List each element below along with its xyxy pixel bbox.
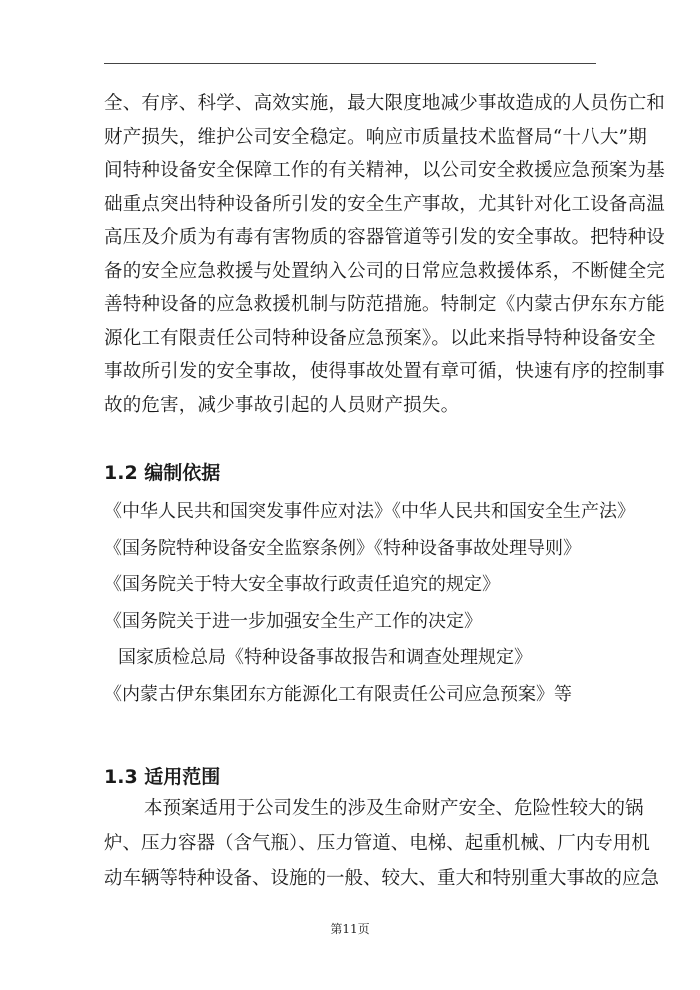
paragraph-line: 动车辆等特种设备、设施的一般、较大、重大和特别重大事故的应急 (104, 868, 660, 889)
paragraph-line: 备的安全应急救援与处置纳入公司的日常应急救援体系，不断健全完 (104, 260, 666, 282)
paragraph-line: 善特种设备的应急救援机制与防范措施。特制定《内蒙古伊东东方能 (104, 294, 666, 315)
paragraph-line: 故的危害，减少事故引起的人员财产损失。 (104, 394, 460, 416)
scope-paragraph (104, 791, 660, 896)
paragraph-line: 炉、压力容器（含气瓶）、压力管道、电梯、起重机械、厂内专用机 (104, 833, 650, 854)
header-rule (104, 63, 596, 64)
paragraph-line: 高压及介质为有毒有害物质的容器管道等引发的安全事故。把特种设 (104, 227, 666, 248)
paragraph-line: 事故所引发的安全事故，使得事故处置有章可循，快速有序的控制事 (104, 361, 666, 382)
reference-item: 《内蒙古伊东集团东方能源化工有限责任公司应急预案》等 (104, 683, 572, 705)
reference-item: 国家质检总局《特种设备事故报告和调查处理规定》 (118, 647, 532, 668)
reference-item: 《国务院关于进一步加强安全生产工作的决定》 (104, 610, 482, 632)
reference-item: 《中华人民共和国突发事件应对法》《中华人民共和国安全生产法》 (104, 501, 635, 522)
paragraph-line: 础重点突出特种设备所引发的安全生产事故，尤其针对化工设备高温 (104, 193, 666, 215)
paragraph-line: 源化工有限责任公司特种设备应急预案》。以此来指导特种设备安全 (104, 327, 656, 349)
paragraph-line: 财产损失，维护公司安全稳定。响应市质量技术监督局“十八大”期 (104, 126, 647, 148)
paragraph-line: 间特种设备安全保障工作的有关精神，以公司安全救援应急预案为基 (104, 160, 666, 181)
intro-paragraph (104, 87, 666, 422)
paragraph-line: 本预案适用于公司发生的涉及生命财产安全、危险性较大的锅 (144, 798, 644, 819)
reference-item: 《国务院关于特大安全事故行政责任追究的规定》 (104, 574, 500, 595)
paragraph-line: 全、有序、科学、高效实施，最大限度地减少事故造成的人员伤亡和 (104, 93, 666, 114)
section-heading-1-2: 1.2 编制依据 (104, 462, 221, 484)
page-number: 第11页 (330, 922, 370, 936)
section-heading-1-3: 1.3 适用范围 (104, 766, 221, 788)
reference-list (104, 494, 635, 713)
reference-item: 《国务院特种设备安全监察条例》《特种设备事故处理导则》 (104, 537, 581, 559)
